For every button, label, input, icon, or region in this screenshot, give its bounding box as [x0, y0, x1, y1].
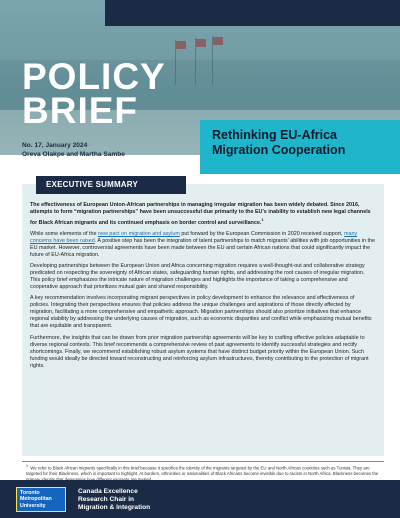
- executive-summary-body: [30, 202, 375, 374]
- document-subtitle: Rethinking EU-Africa Migration Cooperation: [212, 128, 346, 157]
- logo-text-toronto: Toronto: [20, 490, 40, 496]
- chair-line-2: Research Chair in: [78, 495, 135, 503]
- title-line-1: POLICY: [22, 56, 166, 97]
- executive-summary-heading: EXECUTIVE SUMMARY: [36, 176, 186, 194]
- chair-line-1: Canada Excellence: [78, 488, 138, 495]
- issue-meta: [22, 141, 125, 159]
- subtitle-box: [200, 120, 400, 174]
- summary-paragraph-1: The effectiveness of European Union-African partnerships in managing irregular migration has been widely debated. Since 2016, attempts to form “migration partnerships” have been unsuccessful due primarily to the EU’s inability to establish new legal channels for Black African migrants and its continued emphasis on border control and surveillance.$^1$: [30, 202, 371, 226]
- research-chair-name: [78, 488, 150, 511]
- logo-text-university: University: [20, 502, 46, 509]
- new-pact-link[interactable]: new pact on migration and asylum: [98, 230, 180, 237]
- logo-text-metropolitan: Metropolitan: [20, 496, 52, 503]
- tmu-logo: [16, 487, 66, 512]
- footnote-text: We refer to Black African migrants specifically in this brief because it specifies the identity of the migrants targeted by the EU and North African countries such as Tunisia. They are targeted for their Blackness, which is important to highlight. At borders, ethnicities or nationalities of Black Africans become invisible due to racism in North Africa. Blackness becomes the: [26, 465, 379, 477]
- title-line-2: BRIEF: [22, 90, 138, 131]
- footnote-divider: [22, 461, 384, 462]
- policy-brief-title: [22, 56, 166, 131]
- summary-paragraph-2: While some elements of the new pact on migration and asylum put forward by the European Commission in 2020 received support, many concerns have been raised. A positive step has been the integration of talent partnerships to match migrants’ abilities with job opportunities in the EU market. However, controversial agreements have been made between the EU and certain African nations that could significantly impact the future of EU-Africa migration.: [30, 230, 376, 258]
- summary-paragraph-4: A key recommendation involves incorporating migrant perspectives in policy development to enhance the relevance and effectiveness of policies. Integrating their perspectives ensures that policies address the unique challenges and aspirations of those directly affected by migration, facilitating a more comprehensive and empathetic approach. Migration partnerships should also prioritize initiatives that enhance regional stability by addressing the underlying causes of migration, such as economic disparities and conflict while emphasizing mutual benefits that are equitable and transparent.: [30, 295, 372, 330]
- summary-paragraph-5: Furthermore, the insights that can be drawn from prior migration partnership agreements will be key to crafting effective policies adaptable to diverse regional contexts. This brief recommends a comprehensive review of past agreements to identify successful strategies and rectify shortcomings. Finally, we recommend establishing robust asylum systems that have distinct budget priority within the European Union. Such funding would ideally be directed toward reconstructing and reinforcing asylum infrastructures, thereby contributing to the protection of migrant rights.: [30, 334, 369, 369]
- footnote-ref[interactable]: 1: [261, 217, 264, 222]
- issue-number: No. 17, January 2024: [22, 142, 88, 149]
- chair-line-3: Migration & Integration: [78, 503, 151, 511]
- footnote-marker: 1: [26, 464, 28, 468]
- top-accent-bar: [105, 0, 400, 26]
- summary-paragraph-3: Developing partnerships between the European Union and Africa concerning migration requires a well-thought-out and collaborative strategy predicated on respecting the sovereignty of African states, safeguarding human rights, and addressing the root causes of irregular migration. This policy brief emphasizes the intricate nature of migration challenges and highlights the importance of taking a comprehensive and cooperative approach that prioritizes mutual gain and shared responsibility.: [30, 263, 365, 291]
- concerns-link[interactable]: many concerns have been raised: [30, 230, 358, 244]
- authors: Oreva Olakpe and Martha Sambe: [22, 151, 125, 158]
